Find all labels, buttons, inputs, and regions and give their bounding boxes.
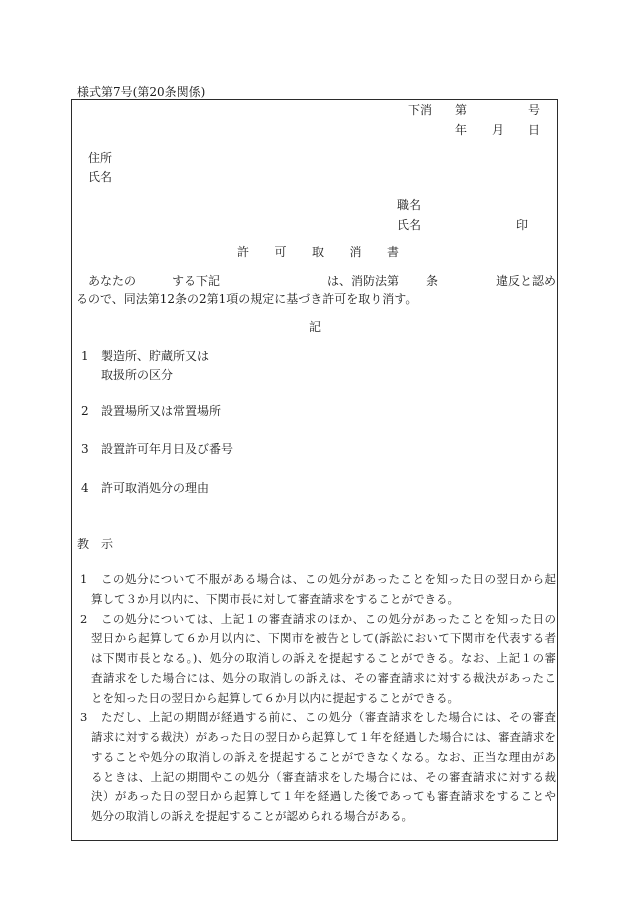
notice-line-text: 請求に対する裁決）があった日の翌日から起算して１年を経過した場合には、審査請求を — [91, 730, 556, 744]
doc-number-go: 号 — [528, 103, 541, 117]
notice-line — [80, 708, 557, 728]
notice-line — [80, 610, 557, 630]
notice-line — [80, 590, 557, 610]
item-label: 製造所、貯蔵所又は — [101, 349, 210, 363]
recipient-address-label: 住所 — [88, 151, 113, 165]
doc-number-dai: 第 — [455, 103, 468, 117]
recipient-name-label: 氏名 — [88, 170, 113, 184]
form-number: 様式第7号(第20条関係) — [77, 85, 206, 99]
notice-line — [80, 787, 557, 807]
intro-line-2: るので、同法第12条の2第1項の規定に基づき許可を取り消す。 — [76, 292, 418, 306]
notice-line-text: 決）があった日の翌日から起算して１年を経過した後であっても審査請求をすることや — [91, 789, 556, 804]
ki-heading: 記 — [309, 320, 322, 334]
intro-segment: する下記 — [172, 274, 221, 288]
notice-heading: 教 示 — [77, 537, 114, 551]
notice-line — [80, 728, 557, 748]
date-day-label: 日 — [528, 123, 541, 137]
notice-line — [80, 768, 557, 788]
notice-line-text: 算して３か月以内に、下関市長に対して審査請求をすることができる。 — [91, 591, 459, 606]
date-year-label: 年 — [455, 123, 468, 137]
document-title — [237, 244, 399, 260]
notice-list — [80, 570, 557, 827]
notice-line — [80, 748, 557, 768]
item-number: 4 — [81, 481, 89, 495]
intro-segment: 違反と認め — [495, 274, 556, 288]
notice-line — [80, 649, 557, 669]
notice-line-text: とを知った日の翌日から起算して６か月以内に提起することができる。 — [91, 690, 459, 705]
intro-segment: あなたの — [88, 274, 137, 288]
notice-line-text: することや処分の取消しの訴えを提起することができなくなる。なお、正当な理由があ — [91, 749, 556, 764]
title-char: 消 — [349, 245, 362, 259]
intro-segment: は、消防法第 — [327, 274, 400, 288]
title-char: 取 — [311, 245, 324, 259]
issuer-seal-label: 印 — [516, 218, 529, 232]
notice-line — [80, 570, 557, 590]
notice-line-text: 翌日から起算して６か月以内に、下関市を被告として(訴訟において下関市を代表する者 — [91, 631, 556, 646]
item-label: 設置許可年月日及び番号 — [101, 442, 234, 456]
notice-line-text: 処分の取消しの訴えを提起することが認められる場合がある。 — [91, 809, 413, 823]
title-char: 書 — [386, 245, 399, 259]
doc-number-prefix: 下消 — [408, 103, 433, 117]
issuer-name-label: 氏名 — [397, 218, 422, 232]
item-number: 2 — [81, 404, 89, 418]
notice-line-text: 査請求をした場合には、処分の取消しの訴えは、その審査請求に対する裁決があったこ — [91, 670, 556, 685]
notice-item-number: 3 — [80, 710, 88, 725]
item-number: 3 — [81, 442, 89, 456]
notice-line-text: この処分について不服がある場合は、この処分があったことを知った日の翌日から起 — [101, 572, 556, 586]
item-label: 設置場所又は常置場所 — [101, 404, 222, 418]
title-char: 可 — [274, 245, 287, 259]
notice-line — [80, 689, 557, 709]
notice-line — [80, 669, 557, 689]
issuer-position-label: 職名 — [397, 198, 422, 212]
notice-line-text: るときは、上記の期間やこの処分（審査請求をした場合には、その審査請求に対する裁 — [91, 769, 556, 784]
item-label: 許可取消処分の理由 — [101, 481, 210, 495]
notice-line — [80, 807, 557, 827]
date-month-label: 月 — [492, 123, 505, 137]
notice-line-text: ただし、上記の期間が経過する前に、この処分（審査請求をした場合には、その審査 — [101, 710, 556, 725]
title-char: 許 — [237, 245, 250, 259]
notice-item-number: 2 — [80, 611, 88, 626]
notice-line-text: この処分については、上記１の審査請求のほか、この処分があったことを知った日の — [101, 611, 556, 626]
item-number: 1 — [81, 349, 89, 363]
notice-line-text: は下関市長となる。)、処分の取消しの訴えを提起することができる。なお、上記１の審 — [91, 651, 556, 665]
notice-line — [80, 629, 557, 649]
notice-item-number: 1 — [80, 572, 88, 586]
intro-segment: 条 — [426, 274, 439, 288]
item-label: 取扱所の区分 — [101, 368, 174, 382]
